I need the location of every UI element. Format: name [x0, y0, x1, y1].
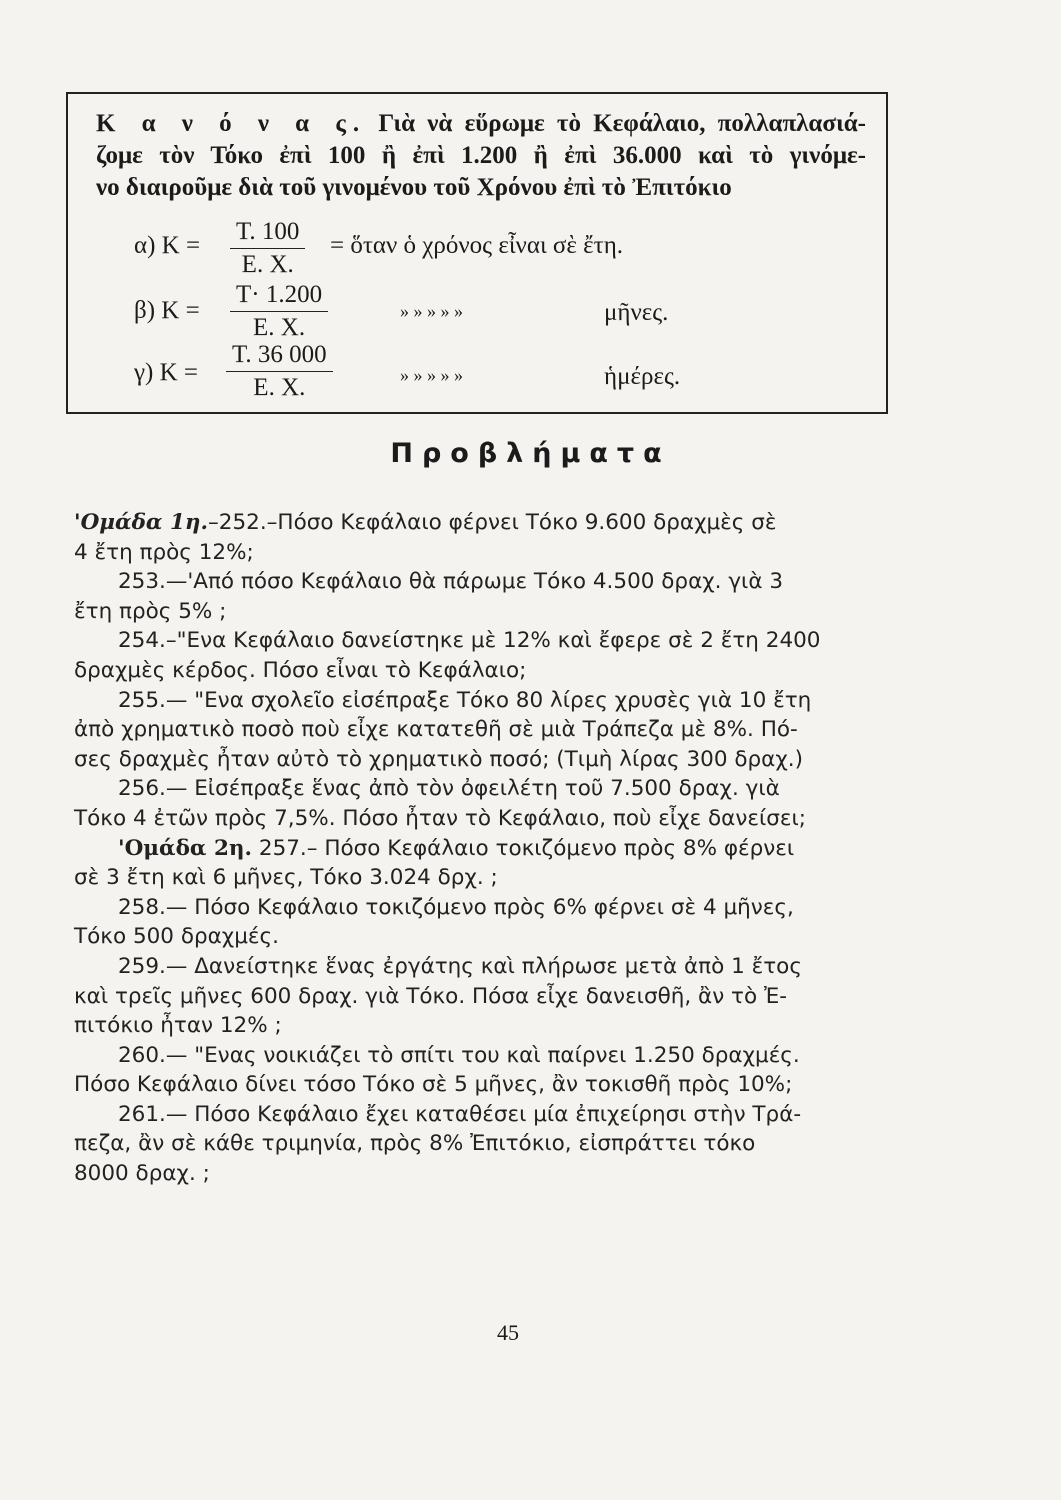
- formula-label: α) Κ =: [134, 232, 201, 259]
- fraction: [230, 281, 328, 342]
- problem-line: σες δραχμὲς ἦταν αὐτὸ τὸ χρηματικὸ ποσό; (Τιμὴ λίρας 300 δραχ.): [74, 746, 803, 772]
- fraction-numerator: Τ· 1.200: [230, 281, 328, 312]
- problem-line: καὶ τρεῖς μῆνες 600 δραχ. γιὰ Τόκο. Πόσα εἶχε δανεισθῆ, ἂν τὸ Ἐ-: [74, 983, 788, 1009]
- fraction-denominator: Ε. Χ.: [253, 374, 306, 401]
- problem-text: 257.– Πόσο Κεφάλαιο τοκιζόμενο πρὸς 8% φέρνει: [258, 835, 795, 861]
- problem-line: 255.— "Ενα σχολεῖο εἰσέπραξε Τόκο 80 λίρες χρυσὲς γιὰ 10 ἔτη: [118, 687, 812, 713]
- fraction: [230, 218, 305, 279]
- problem-line: [74, 508, 894, 538]
- fraction-numerator: Τ. 36 000: [226, 341, 333, 372]
- problem-line: 259.— Δανείστηκε ἕνας ἐργάτης καὶ πλήρωσε μετὰ ἀπὸ 1 ἔτος: [118, 953, 802, 979]
- formula-label: γ) Κ =: [134, 359, 199, 386]
- rule-text: [96, 108, 866, 204]
- problem-line: Τόκο 500 δραχμές.: [74, 924, 279, 950]
- ditto-marks: » » » » »: [400, 365, 463, 385]
- ditto-marks: » » » » »: [400, 301, 463, 321]
- problem-text: –252.–Πόσο Κεφάλαιο φέρνει Τόκο 9.600 δραχμὲς σὲ: [208, 510, 777, 535]
- problem-line: σὲ 3 ἔτη καὶ 6 μῆνες, Τόκο 3.024 δρχ. ;: [74, 865, 498, 891]
- problem-line: πεζα, ἂν σὲ κάθε τριμηνία, πρὸς 8% Ἐπιτόκιο, εἰσπράττει τόκο: [74, 1131, 756, 1157]
- problem-line: 258.— Πόσο Κεφάλαιο τοκιζόμενο πρὸς 6% φέρνει σὲ 4 μῆνες,: [118, 894, 794, 920]
- problem-line: 253.—'Από πόσο Κεφάλαιο θὰ πάρωμε Τόκο 4.500 δραχ. γιὰ 3: [118, 569, 784, 595]
- group-label: 'Ομάδα 2η.: [118, 835, 253, 861]
- rule-heading: Κ α ν ό ν α ς.: [96, 110, 367, 137]
- rule-line-1-text: Γιὰ νὰ εὕρωμε τὸ Κεφάλαιο, πολλαπλασιά-: [378, 110, 866, 137]
- formula-label: β) Κ =: [134, 297, 200, 324]
- formula-condition: μῆνες.: [604, 299, 669, 326]
- problem-line: Πόσο Κεφάλαιο δίνει τόσο Τόκο σὲ 5 μῆνες, ἂν τοκισθῆ πρὸς 10%;: [74, 1072, 793, 1098]
- problem-line: Τόκο 4 ἐτῶν πρὸς 7,5%. Πόσο ἦταν τὸ Κεφάλαιο, ποὺ εἶχε δανείσει;: [74, 805, 807, 831]
- section-title: Προβλήματα: [390, 438, 671, 469]
- problem-line: πιτόκιο ἦταν 12% ;: [74, 1013, 282, 1039]
- problem-line: δραχμὲς κέρδος. Πόσο εἶναι τὸ Κεφάλαιο;: [74, 657, 527, 683]
- problem-line: 4 ἔτη πρὸς 12%;: [74, 539, 254, 565]
- problem-line: 254.–"Ενα Κεφάλαιο δανείστηκε μὲ 12% καὶ ἔφερε σὲ 2 ἔτη 2400: [118, 628, 821, 654]
- problem-line: 8000 δραχ. ;: [74, 1161, 210, 1187]
- fraction-denominator: Ε. Χ.: [241, 251, 294, 278]
- problem-line: [74, 834, 894, 864]
- fraction-numerator: Τ. 100: [230, 218, 305, 249]
- fraction-denominator: Ε. Χ.: [253, 314, 306, 341]
- problem-line: ἔτη πρὸς 5% ;: [74, 598, 227, 624]
- problem-line: 261.— Πόσο Κεφάλαιο ἔχει καταθέσει μία ἐπιχείρησι στὴν Τρά-: [118, 1101, 802, 1127]
- problems-list: [74, 508, 894, 1189]
- group-label: 'Ομάδα 1η.: [74, 510, 209, 535]
- page-number: 45: [497, 1320, 519, 1345]
- formula-condition: = ὅταν ὁ χρόνος εἶναι σὲ ἔτη.: [330, 232, 624, 259]
- rule-line-2: ζομε τὸν Τόκο ἐπὶ 100 ἢ ἐπὶ 1.200 ἢ ἐπὶ 36.000 καὶ τὸ γινόμε-: [96, 142, 866, 169]
- formula-condition: ἡμέρες.: [604, 363, 681, 390]
- problem-line: 260.— "Ενας νοικιάζει τὸ σπίτι του καὶ παίρνει 1.250 δραχμές.: [118, 1042, 800, 1068]
- rule-line-1: [96, 108, 866, 140]
- problem-line: 256.— Εἰσέπραξε ἕνας ἀπὸ τὸν ὀφειλέτη τοῦ 7.500 δραχ. γιὰ: [118, 776, 780, 802]
- rule-line-3: νο διαιροῦμε διὰ τοῦ γινομένου τοῦ Χρόνου ἐπὶ τὸ Ἐπιτόκιο: [96, 174, 732, 201]
- problem-line: ἀπὸ χρηματικὸ ποσὸ ποὺ εἶχε κατατεθῆ σὲ μιὰ Τράπεζα μὲ 8%. Πό-: [74, 717, 798, 743]
- fraction: [226, 341, 333, 402]
